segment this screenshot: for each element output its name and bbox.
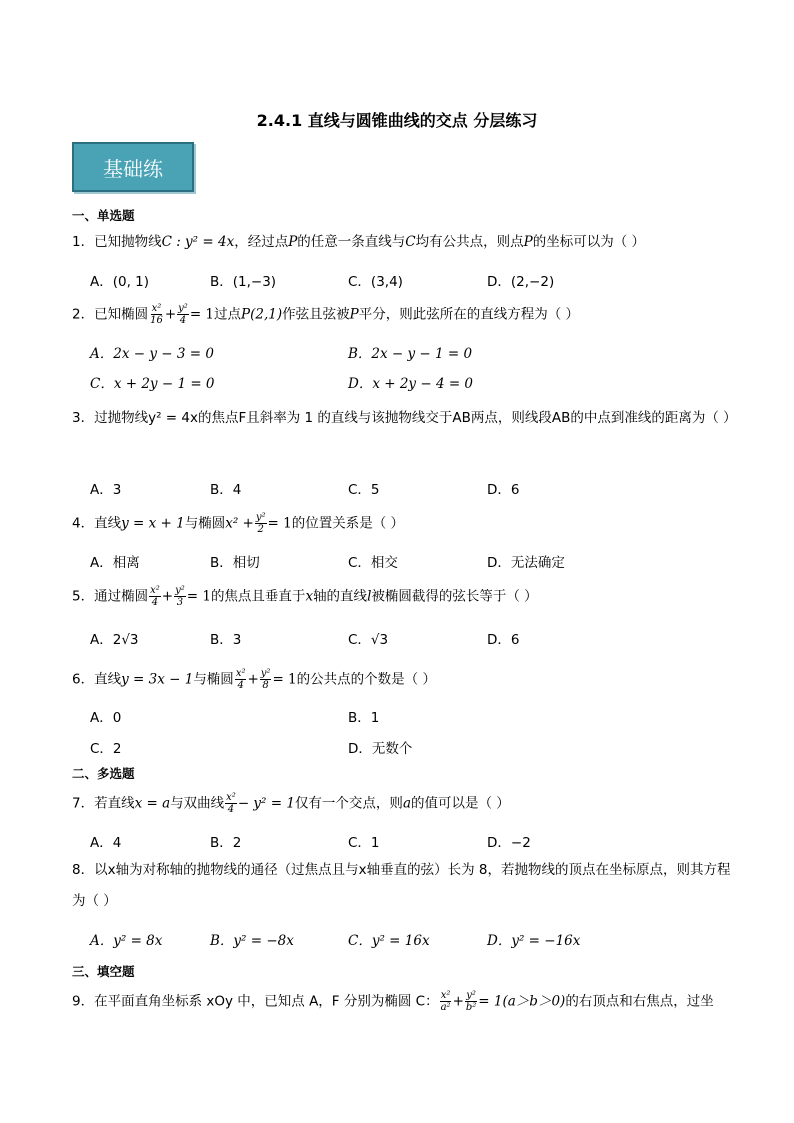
q9-frac-1-den: a² [440,1002,451,1013]
q1-option-c[interactable]: C．(3,4) [348,274,403,290]
q6-option-a[interactable]: A．0 [90,710,122,726]
q7-option-c[interactable]: C．1 [348,835,380,851]
question-5-options [90,628,730,648]
question-4-options [90,551,730,571]
q6-text-c: 的公共点的个数是（ ） [296,671,436,688]
section-fill-blank: 三、填空题 [72,964,135,979]
q3-option-a[interactable]: A．3 [90,482,122,498]
question-6-stem [72,668,732,691]
question-9-stem [72,990,732,1013]
q5-frac-2-num: y² [175,585,185,596]
q2-frac-2 [177,303,189,326]
question-4-stem [72,512,732,535]
q4-option-b[interactable]: B．相切 [210,555,260,571]
q9-text-b: 的右顶点和右焦点，过坐 [565,993,714,1010]
q5-frac-1-num: x² [150,585,160,596]
q7-text-d: 的值可以是（ ） [411,795,510,812]
q5-frac-1 [149,585,161,608]
question-7-options [90,831,730,851]
q4-option-c[interactable]: C．相交 [348,555,398,571]
q1-text-d: 均有公共点，则点 [415,234,524,250]
question-3-options [90,478,730,498]
q9-frac-1 [440,990,452,1013]
page-title: 2.4.1 直线与圆锥曲线的交点 分层练习 [256,111,538,130]
q6-frac-2 [260,668,272,691]
q1-text-b: ，经过点 [234,234,289,250]
q2-option-b[interactable]: B．2x − y − 1 = 0 [348,346,473,362]
q6-frac-2-num: y² [260,668,271,679]
q5-eq: = 1 [186,588,211,605]
q7-text-b: 与双曲线 [170,795,225,812]
q9-frac-2-den: b² [465,1002,477,1013]
question-7-stem [72,792,732,815]
q8-option-c[interactable]: C．y² = 16x [348,933,430,949]
q3-option-d[interactable]: D．6 [487,482,520,498]
q4-text-a: 4．直线 [72,515,122,532]
q5-plus: + [161,588,174,605]
question-2-stem [72,303,732,326]
q4-text-c: 的位置关系是（ ） [291,515,405,532]
question-2-options-row1 [90,342,730,362]
question-6-options-row2 [90,737,730,757]
q1-point-p: P [288,234,298,250]
q2-option-a[interactable]: A．2x − y − 3 = 0 [90,346,214,362]
q6-text-b: 与椭圆 [193,671,234,688]
question-1-options [90,270,730,290]
q5-option-d[interactable]: D．6 [487,632,520,648]
q2-frac-1 [149,303,164,326]
q1-text-a: 1．已知抛物线 [72,234,162,250]
q5-text-a: 5．通过椭圆 [72,588,149,605]
q5-frac-1-den: 4 [151,597,159,608]
q6-eq: = 1 [272,671,297,688]
q2-text-b: 过点 [214,306,242,323]
q2-text-d: 平分，则此弦所在的直线方程为（ ） [358,306,579,323]
q2-text-a: 2．已知椭圆 [72,306,149,323]
q6-line: y = 3x − 1 [121,671,194,688]
q8-option-d[interactable]: D．y² = −16x [487,933,581,949]
q6-frac-1-num: x² [235,668,246,679]
q5-x: x [305,588,314,605]
question-8-options [90,929,730,949]
q7-option-d[interactable]: D．−2 [487,835,531,851]
q4-option-a[interactable]: A．相离 [90,555,140,571]
q4-text-b: 与椭圆 [184,515,226,532]
q9-frac-2-num: y² [466,990,476,1001]
q3-option-b[interactable]: B．4 [210,482,242,498]
q1-curve-c: C [405,234,416,250]
q2-point: P(2,1) [241,306,283,323]
q1-parabola: C : y² = 4x [161,234,235,250]
section-single-choice: 一、单选题 [72,208,135,223]
q2-plus: + [164,306,177,323]
q2-frac-2-num: y² [178,303,188,314]
question-6-options-row1 [90,706,730,726]
q5-text-d: 被椭圆截得的弦长等于（ ） [371,588,538,605]
question-2-options-row2 [90,372,730,392]
q1-point-p2: P [523,234,533,250]
q6-option-d[interactable]: D．无数个 [348,741,413,757]
q7-hyperbola-rest: − y² = 1 [237,795,295,812]
q4-frac-num: y² [255,512,266,523]
q1-option-d[interactable]: D．(2,−2) [487,274,555,290]
q9-eq: = 1(a＞b＞0) [478,993,566,1010]
q5-text-c: 轴的直线 [313,588,368,605]
q4-ellipse-a: x² + [225,515,254,532]
q7-option-a[interactable]: A．4 [90,835,122,851]
q4-frac-den: 2 [257,524,264,535]
q5-l: l [367,588,372,605]
q6-option-b[interactable]: B．1 [348,710,380,726]
q6-text-a: 6．直线 [72,671,122,688]
q2-option-c[interactable]: C．x + 2y − 1 = 0 [90,376,215,392]
q1-text-c: 的任意一条直线与 [297,234,406,250]
q5-frac-2 [174,585,186,608]
q9-frac-1-num: x² [440,990,451,1001]
q7-frac [225,792,237,815]
q2-point-p: P [349,306,359,323]
q2-frac-1-num: x² [151,303,162,314]
q5-option-c[interactable]: C．√3 [348,632,389,648]
q7-frac-num: x² [226,792,236,803]
q6-frac-1-den: 4 [237,680,244,691]
q4-eq: = 1 [267,515,292,532]
q1-option-a[interactable]: A．(0, 1) [90,274,150,290]
q2-text-c: 作弦且弦被 [282,306,350,323]
q7-option-b[interactable]: B．2 [210,835,242,851]
q5-text-b: 的焦点且垂直于 [210,588,306,605]
q2-frac-2-den: 4 [179,315,187,326]
question-8-stem: 8．以x轴为对称轴的抛物线的通径（过焦点且与x轴垂直的弦）长为 8，若抛物线的顶点在坐标原点，则其方程为（ ） [72,862,731,909]
q4-line: y = x + 1 [121,515,185,532]
q6-frac-1 [235,668,247,691]
q5-option-a[interactable]: A．2√3 [90,632,139,648]
section-multiple-choice: 二、多选题 [72,766,135,781]
q9-plus: + [452,993,464,1010]
q7-text-a: 7．若直线 [72,795,135,812]
q7-line: x = a [134,795,171,812]
q7-a: a [402,795,411,812]
question-3-stem: 3．过抛物线y² = 4x的焦点F且斜率为 1 的直线与该抛物线交于AB两点，则线段AB的中点到准线的距离为（ ） [72,410,737,426]
q8-option-a[interactable]: A．y² = 8x [90,933,163,949]
q5-option-b[interactable]: B．3 [210,632,242,648]
q6-option-c[interactable]: C．2 [90,741,122,757]
q9-frac-2 [465,990,477,1013]
q7-frac-den: 4 [227,804,235,815]
q6-frac-2-den: 8 [262,680,269,691]
question-5-stem [72,585,732,608]
q2-eq: = 1 [189,306,215,323]
q4-option-d[interactable]: D．无法确定 [487,555,565,571]
q8-option-b[interactable]: B．y² = −8x [210,933,294,949]
q7-text-c: 仅有一个交点，则 [294,795,403,812]
question-1-stem [72,232,732,252]
level-badge: 基础练 [72,142,194,192]
q3-option-c[interactable]: C．5 [348,482,380,498]
q1-text-e: 的坐标可以为（ ） [532,234,646,250]
q5-frac-2-den: 3 [176,597,184,608]
q2-option-d[interactable]: D．x + 2y − 4 = 0 [348,376,474,392]
q2-frac-1-den: 16 [150,315,163,326]
q1-option-b[interactable]: B．(1,−3) [210,274,277,290]
q9-text-a: 9．在平面直角坐标系 xOy 中，已知点 A，F 分别为椭圆 C： [72,993,439,1010]
q6-plus: + [247,671,259,688]
q4-frac [255,512,267,535]
